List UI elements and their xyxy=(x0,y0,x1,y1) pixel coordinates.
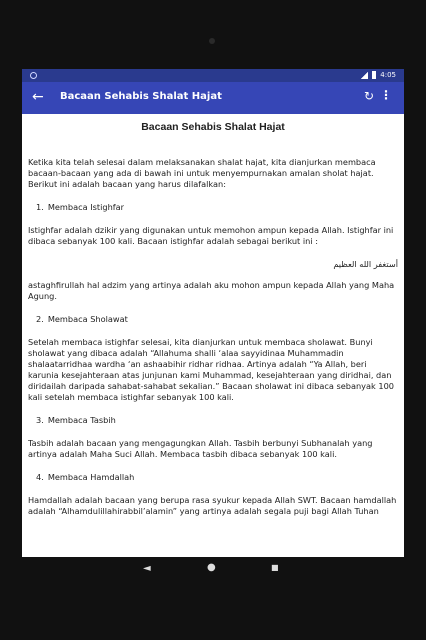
article-content xyxy=(22,122,404,517)
list-item-istighfar: 1. Membaca Istighfar xyxy=(36,202,125,212)
more-options-icon[interactable]: ⋮ xyxy=(380,88,392,102)
istighfar-arabic: أستغفر الله العظيم xyxy=(333,259,398,269)
status-time: 4:05 xyxy=(380,71,396,79)
status-bar xyxy=(22,69,404,82)
article-heading: Bacaan Sehabis Shalat Hajat xyxy=(141,121,285,133)
back-arrow-icon[interactable]: ← xyxy=(32,89,44,105)
front-camera xyxy=(209,38,215,44)
nav-back-icon[interactable]: ◄ xyxy=(143,563,151,574)
app-bar xyxy=(22,82,404,114)
list-item-hamdallah: 4. Membaca Hamdallah xyxy=(36,472,135,482)
tasbih-description: Tasbih adalah bacaan yang mengagungkan Allah. Tasbih berbunyi Subhanalah yang artinya adalah Maha Suci Allah. Membaca tasbih dibaca sebanyak 100 kali. xyxy=(28,438,373,459)
nav-recents-icon[interactable]: ■ xyxy=(271,563,279,572)
app-bar-title: Bacaan Sehabis Shalat Hajat xyxy=(60,91,222,102)
istighfar-description: Istighfar adalah dzikir yang digunakan untuk memohon ampun kepada Allah. Istighfar ini dibaca sebanyak 100 kali. Bacaan istighfar adalah sebagai berikut ini : xyxy=(28,225,394,246)
notification-icon xyxy=(30,72,37,79)
refresh-icon[interactable]: ↻ xyxy=(363,89,374,103)
device-screen xyxy=(22,69,404,557)
sholawat-description: Setelah membaca istighfar selesai, kita dianjurkan untuk membaca sholawat. Bunyi sholawat yang dibaca adalah “Allahuma shalli ‘alaa sayyidinaa Muhammadin shalaatarridhaa wardha ‘an ashaabihir ridhar ridhaa. Artinya adalah “Ya Allah, beri karunia kesejahteraan atas junjunan kami Muhammad, kesejahteraan yang diridhai, dan diridailah daripada sahabat-sahabat sekalian.” Bacaan sholawat ini dibaca sebanyak 100 kali setelah membaca istighfar sebanyak 100 kali. xyxy=(28,337,395,402)
intro-paragraph: Ketika kita telah selesai dalam melaksanakan shalat hajat, kita dianjurkan membaca bacaan-bacaan yang ada di bawah ini untuk menyempurnakan amalan sholat hajat. Berikut ini adalah bacaan yang harus dilafalkan: xyxy=(28,157,376,189)
system-navigation-bar xyxy=(0,557,426,587)
nav-home-icon[interactable]: ● xyxy=(207,562,216,573)
battery-icon xyxy=(372,71,376,79)
list-item-tasbih: 3. Membaca Tasbih xyxy=(36,415,116,425)
signal-icon xyxy=(361,72,368,79)
istighfar-latin: astaghfirullah hal adzim yang artinya adalah aku mohon ampun kepada Allah yang Maha Agung. xyxy=(28,280,395,301)
list-item-sholawat: 2. Membaca Sholawat xyxy=(36,314,128,324)
hamdallah-description: Hamdallah adalah bacaan yang berupa rasa syukur kepada Allah SWT. Bacaan hamdallah adalah “Alhamdulillahirabbil’alamin” yang artinya adalah segala puji bagi Allah Tuhan xyxy=(28,495,397,516)
status-icons xyxy=(361,71,396,79)
